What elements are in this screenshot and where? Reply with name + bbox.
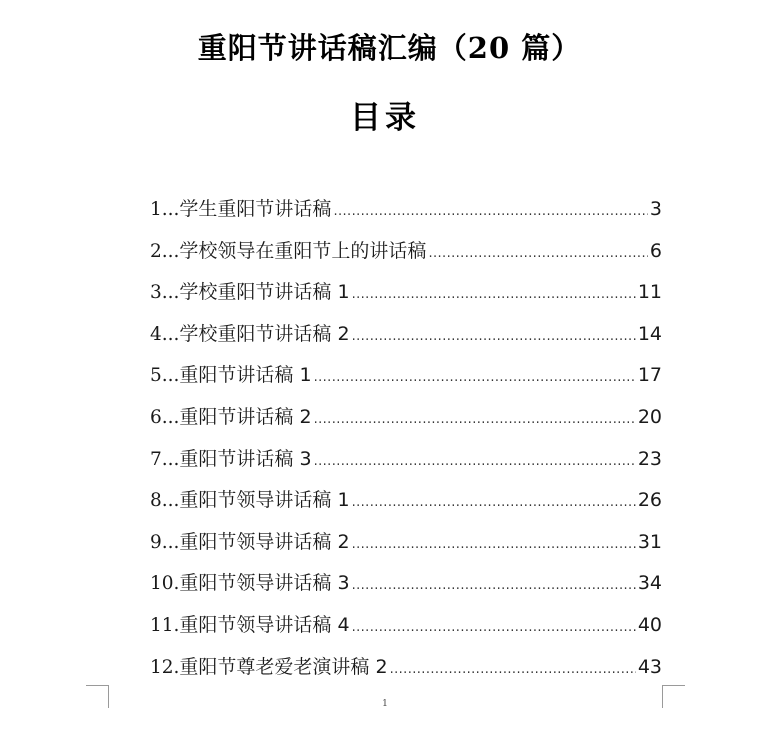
toc-entry-title: 重阳节讲话稿 3 (179, 447, 312, 470)
toc-dot-leader (314, 454, 636, 469)
toc-dot-leader (314, 412, 636, 427)
toc-entry[interactable] (150, 485, 662, 527)
toc-entry-page: 20 (637, 405, 662, 428)
toc-entry-number: 3... (150, 282, 180, 304)
toc-entry[interactable] (150, 277, 662, 319)
toc-entry-number: 11. (150, 614, 180, 636)
toc-entry-title: 重阳节领导讲话稿 4 (179, 613, 350, 636)
toc-entry-page: 17 (637, 364, 662, 387)
toc-entry-page: 43 (637, 655, 662, 678)
table-of-contents (150, 194, 662, 693)
toc-entry-page: 14 (637, 322, 662, 345)
toc-entry-number: 7... (150, 448, 180, 470)
toc-dot-leader (390, 662, 636, 677)
page-number: 1 (382, 699, 388, 709)
toc-entry-page: 6 (649, 239, 662, 262)
toc-entry-number: 8... (150, 490, 180, 512)
toc-entry[interactable] (150, 194, 662, 236)
toc-entry[interactable] (150, 444, 662, 486)
toc-entry-number: 12. (150, 656, 180, 678)
toc-entry-page: 11 (637, 281, 662, 304)
document-title: 重阳节讲话稿汇编（20 篇） (197, 31, 582, 65)
toc-entry-title: 学校领导在重阳节上的讲话稿 (179, 239, 427, 262)
toc-entry[interactable] (150, 652, 662, 694)
toc-dot-leader (333, 204, 647, 219)
toc-entry[interactable] (150, 402, 662, 444)
toc-entry-title: 重阳节领导讲话稿 2 (179, 530, 350, 553)
toc-entry-title: 重阳节领导讲话稿 1 (179, 489, 350, 512)
toc-entry-number: 2... (150, 240, 180, 262)
toc-entry-number: 5... (150, 365, 180, 387)
toc-entry-title: 学校重阳节讲话稿 2 (179, 322, 350, 345)
toc-entry-number: 4... (150, 323, 180, 345)
toc-dot-leader (352, 495, 636, 510)
toc-entry-page: 26 (637, 489, 662, 512)
toc-entry-title: 重阳节领导讲话稿 3 (179, 572, 350, 595)
toc-heading: 目录 (350, 100, 420, 136)
toc-entry[interactable] (150, 568, 662, 610)
toc-entry-number: 10. (150, 573, 180, 595)
toc-entry-title: 学校重阳节讲话稿 1 (179, 281, 350, 304)
toc-entry-title: 重阳节尊老爱老演讲稿 2 (179, 655, 388, 678)
toc-entry-title: 重阳节讲话稿 2 (179, 405, 312, 428)
toc-entry-title: 重阳节讲话稿 1 (179, 364, 312, 387)
toc-entry-title: 学生重阳节讲话稿 (179, 198, 332, 220)
toc-dot-leader (352, 620, 636, 635)
toc-entry-number: 9... (150, 531, 180, 553)
toc-entry-page: 40 (637, 613, 662, 636)
toc-dot-leader (352, 287, 636, 302)
toc-entry-number: 1... (150, 199, 180, 220)
toc-entry[interactable] (150, 236, 662, 278)
toc-dot-leader (314, 370, 636, 385)
toc-entry[interactable] (150, 610, 662, 652)
toc-entry-number: 6... (150, 406, 180, 428)
toc-entry-page: 3 (649, 198, 662, 220)
toc-dot-leader (352, 329, 636, 344)
toc-entry-page: 34 (637, 572, 662, 595)
toc-entry-page: 31 (637, 530, 662, 553)
toc-dot-leader (352, 578, 636, 593)
toc-entry[interactable] (150, 319, 662, 361)
toc-dot-leader (352, 537, 636, 552)
toc-entry[interactable] (150, 527, 662, 569)
toc-entry[interactable] (150, 360, 662, 402)
toc-entry-page: 23 (637, 447, 662, 470)
toc-dot-leader (428, 246, 647, 261)
